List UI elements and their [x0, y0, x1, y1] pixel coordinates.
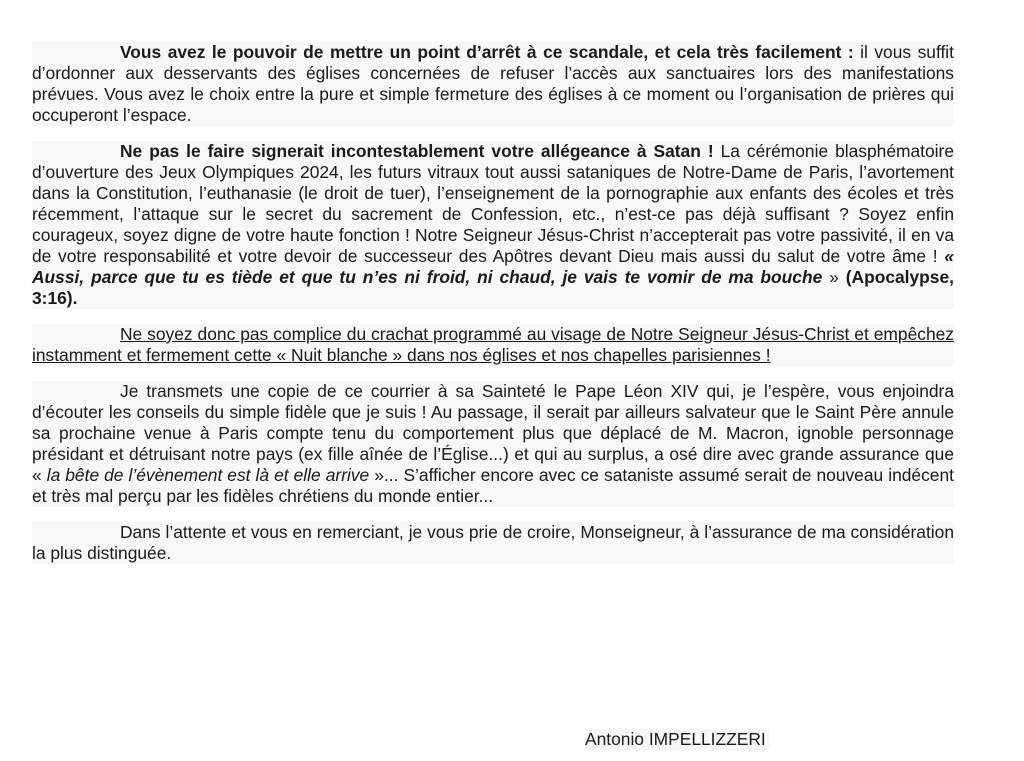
- paragraph-5: [32, 522, 954, 564]
- paragraph-3-text: Ne soyez donc pas complice du crachat programmé au visage de Notre Seigneur Jésus-Christ et empêchez instamment et fermement cette « Nuit blanche » dans nos églises et nos chapelles parisiennes !: [32, 324, 954, 365]
- paragraph-1-bold: Vous avez le pouvoir de mettre un point d’arrêt à ce scandale, et cela très facilement :: [120, 42, 854, 62]
- paragraph-2-quote: « Aussi, parce que tu es tiède et que tu n’es ni froid, ni chaud, je vais te vomir de ma bouche: [32, 246, 954, 287]
- paragraph-4-text: Je transmets une copie de ce courrier à sa Sainteté le Pape Léon XIV qui, je l’espère, vous enjoindra d’écouter les conseils du simple fidèle que je suis ! Au passage, il serait par ailleurs salvateur que le Saint Père annule sa prochaine venue à Paris compte tenu du comportement plus que déplacé de M. Macron, ignoble personnage présidant et détruisant notre pays (ex fille aînée de l’Église...) et qui au surplus, a osé dire avec grande assurance que «: [32, 381, 954, 485]
- paragraph-4-italic-quote: la bête de l’évènement est là et elle arrive: [46, 465, 370, 485]
- letter-body: [32, 42, 954, 579]
- paragraph-1: [32, 42, 954, 126]
- paragraph-2-text: La cérémonie blasphématoire d’ouverture des Jeux Olympiques 2024, les futurs vitraux tout aussi sataniques de Notre-Dame de Paris, l’avortement dans la Constitution, l’euthanasie (le droit de tuer), l’enseignement de la pornographie aux enfants des écoles et très récemment, l’attaque sur le secret du sacrement de Confession, etc., n’est-ce pas déjà suffisant ? Soyez enfin courageux, soyez digne de votre haute fonction ! Notre Seigneur Jésus-Christ n’accepterait pas votre passivité, il en va de votre responsabilité et votre devoir de successeur des Apôtres devant Dieu mais aussi du salut de votre âme !: [32, 141, 954, 266]
- paragraph-2-bold: Ne pas le faire signerait incontestablement votre allégeance à Satan !: [120, 141, 714, 161]
- paragraph-4: [32, 381, 954, 507]
- paragraph-3: [32, 324, 954, 366]
- paragraph-4-text-2: »... S’afficher encore avec ce sataniste assumé serait de nouveau indécent et très mal perçu par les fidèles chrétiens du monde entier...: [32, 465, 954, 506]
- paragraph-2-quote-close: »: [822, 267, 839, 287]
- paragraph-1-text: il vous suffit d’ordonner aux desservants des églises concernées de refuser l’accès aux sanctuaires lors des manifestations prévues. Vous avez le choix entre la pure et simple fermeture des églises à ce moment ou l’organisation de prières qui occuperont l’espace.: [32, 42, 954, 125]
- paragraph-2-reference: (Apocalypse, 3:16).: [32, 267, 954, 308]
- paragraph-5-text: Dans l’attente et vous en remerciant, je vous prie de croire, Monseigneur, à l’assurance de ma considération la plus distinguée.: [32, 522, 954, 563]
- signature: Antonio IMPELLIZZERI: [585, 729, 770, 750]
- paragraph-2: [32, 141, 954, 309]
